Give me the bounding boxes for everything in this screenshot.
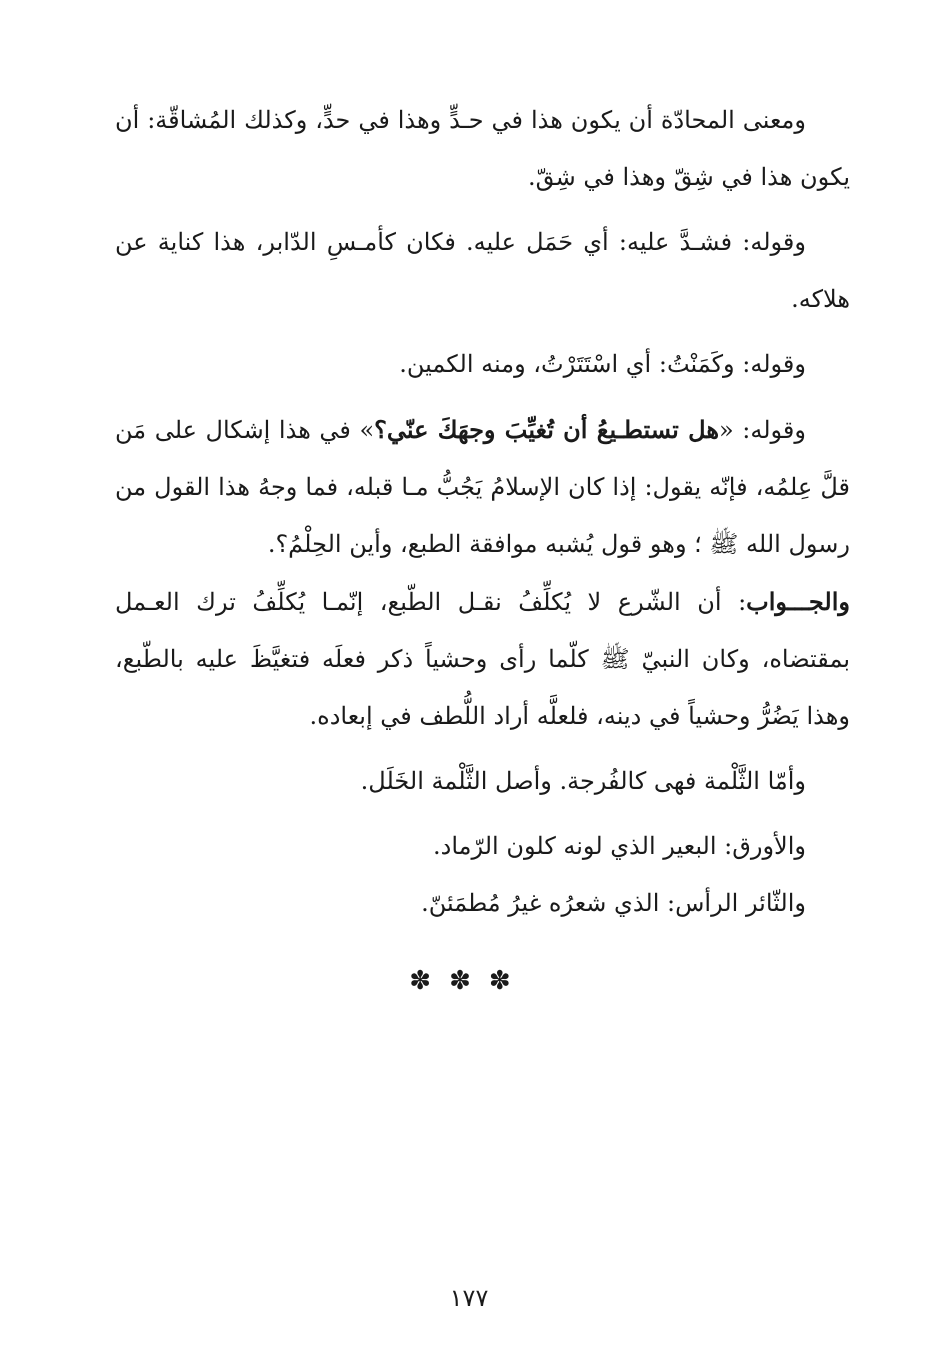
body-text <box>115 92 850 932</box>
paragraph-text: » في هذا إشكال على مَن قلَّ عِلمُه، فإنّه يقول: إذا كان الإسلامُ يَجُبُّ مـا قبله، فما وجهُ هذا القول من رسول الله ﷺ ؛ وهو قول يُشبه موافقة الطبع، وأين الحِلْمُ؟. <box>115 416 850 558</box>
page-number: ١٧٧ <box>449 1284 489 1312</box>
flower-ornament-icon: ✽ <box>449 966 489 996</box>
hadith-quote: هل تستطـيعُ أن تُغيِّبَ وجهَكَ عنّي؟ <box>374 415 719 444</box>
paragraph-text: ومعنى المحادّة أن يكون هذا في حـدٍّ وهذا في حدٍّ، وكذلك المُشاقّة: أن يكون هذا في شِقّ وهذا في شِقّ. <box>115 106 850 191</box>
paragraph-lead: وقوله: « <box>719 416 806 444</box>
paragraph-awraq <box>115 818 850 875</box>
paragraph-muhadda <box>115 92 850 206</box>
paragraph-text: وقوله: فشـدَّ عليه: أي حَمَل عليه. فكان كأمـسِ الدّابر، هذا كناية عن هلاكه. <box>115 228 850 313</box>
paragraph-text: وقوله: وكَمَنْتُ: أي اسْتَتَرْتُ، ومنه الكمين. <box>399 350 806 378</box>
paragraph-text: وأمّا الثَّلْمة فهى كالفُرجة. وأصل الثَّلْمة الخَلَل. <box>360 767 806 795</box>
paragraph-text: والأورق: البعير الذي لونه كلون الرّماد. <box>433 832 806 860</box>
section-divider <box>0 966 938 996</box>
paragraph-thair <box>115 875 850 932</box>
answer-heading: والجـــواب <box>746 587 850 616</box>
paragraph-fashadda <box>115 214 850 328</box>
paragraph-text: والثّائر الرأس: الذي شعرُه غيرُ مُطمَئنّ. <box>421 889 806 917</box>
flower-ornament-icon: ✽ <box>409 966 450 996</box>
flower-ornament-icon: ✽ <box>488 966 529 996</box>
paragraph-answer <box>115 573 850 745</box>
paragraph-thalma <box>115 753 850 810</box>
paragraph-kamantu <box>115 336 850 393</box>
paragraph-text: : أن الشّرع لا يُكلِّفُ نقـل الطّبع، إنّمـا يُكلِّفُ ترك العـمل بمقتضاه، وكان النبيّ ﷺ كلّما رأى وحشياً ذكر فعلَه فتغيَّظَ عليه بالطّبع، وهذا يَضُرُّ وحشياً في دينه، فلعلَّه أراد اللُّطف في إبعاده. <box>115 588 850 730</box>
paragraph-hadith-question <box>115 401 850 573</box>
